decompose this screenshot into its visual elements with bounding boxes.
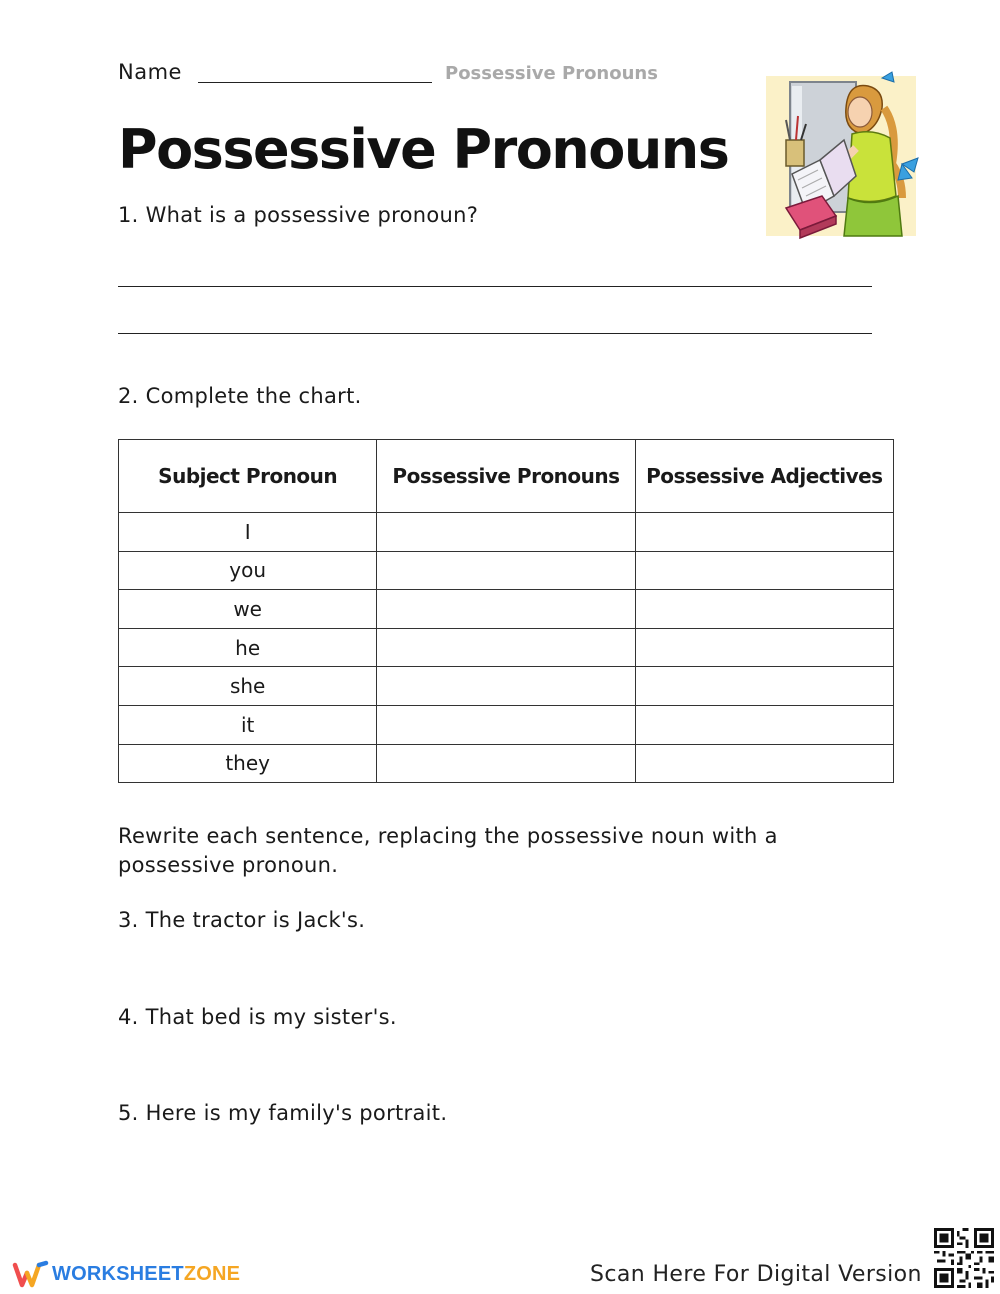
subject-pronoun-cell: you (119, 551, 377, 590)
possessive-adjective-answer-cell[interactable] (635, 705, 893, 744)
possessive-adjective-answer-cell[interactable] (635, 667, 893, 706)
answer-line-1[interactable] (118, 286, 872, 287)
table-row (119, 705, 894, 744)
page-title: Possessive Pronouns (118, 118, 729, 181)
possessive-pronoun-answer-cell[interactable] (377, 628, 635, 667)
possessive-adjective-answer-cell[interactable] (635, 513, 893, 552)
table-row (119, 513, 894, 552)
table-row (119, 551, 894, 590)
possessive-adjective-answer-cell[interactable] (635, 628, 893, 667)
question-1: 1. What is a possessive pronoun? (118, 203, 479, 227)
subject-pronoun-cell: he (119, 628, 377, 667)
possessive-pronoun-answer-cell[interactable] (377, 705, 635, 744)
brand-name-part2: ZONE (183, 1262, 241, 1285)
subject-pronoun-cell: I (119, 513, 377, 552)
chart-header-row (119, 440, 894, 513)
worksheetzone-logo-icon (12, 1259, 50, 1289)
question-4: 4. That bed is my sister's. (118, 1005, 397, 1029)
possessive-adjective-answer-cell[interactable] (635, 744, 893, 783)
header-topic-tag: Possessive Pronouns (445, 63, 658, 84)
chart-header-possessive-pronouns: Possessive Pronouns (377, 440, 635, 513)
subject-pronoun-cell: they (119, 744, 377, 783)
possessive-pronoun-answer-cell[interactable] (377, 744, 635, 783)
subject-pronoun-cell: we (119, 590, 377, 629)
worksheetzone-logo[interactable] (12, 1257, 240, 1291)
possessive-adjective-answer-cell[interactable] (635, 590, 893, 629)
name-input-line[interactable] (198, 82, 432, 83)
chart-header-subject: Subject Pronoun (119, 440, 377, 513)
table-row (119, 628, 894, 667)
pronoun-chart (118, 439, 894, 783)
possessive-adjective-answer-cell[interactable] (635, 551, 893, 590)
name-label: Name (118, 60, 182, 84)
possessive-pronoun-answer-cell[interactable] (377, 513, 635, 552)
chart-header-possessive-adjectives: Possessive Adjectives (635, 440, 893, 513)
qr-code-icon[interactable] (934, 1228, 994, 1288)
subject-pronoun-cell: she (119, 667, 377, 706)
question-5: 5. Here is my family's portrait. (118, 1101, 448, 1125)
possessive-pronoun-answer-cell[interactable] (377, 551, 635, 590)
brand-name (52, 1263, 240, 1286)
table-row (119, 667, 894, 706)
table-row (119, 744, 894, 783)
question-2: 2. Complete the chart. (118, 384, 362, 408)
answer-line-2[interactable] (118, 333, 872, 334)
question-3: 3. The tractor is Jack's. (118, 908, 366, 932)
girl-reading-book-illustration (752, 68, 932, 240)
name-row (118, 60, 718, 90)
brand-name-part1: WORKSHEET (52, 1262, 184, 1285)
possessive-pronoun-answer-cell[interactable] (377, 590, 635, 629)
rewrite-instructions: Rewrite each sentence, replacing the possessive noun with a possessive pronoun. (118, 824, 778, 877)
possessive-pronoun-answer-cell[interactable] (377, 667, 635, 706)
subject-pronoun-cell: it (119, 705, 377, 744)
scan-text: Scan Here For Digital Version (590, 1262, 922, 1287)
table-row (119, 590, 894, 629)
